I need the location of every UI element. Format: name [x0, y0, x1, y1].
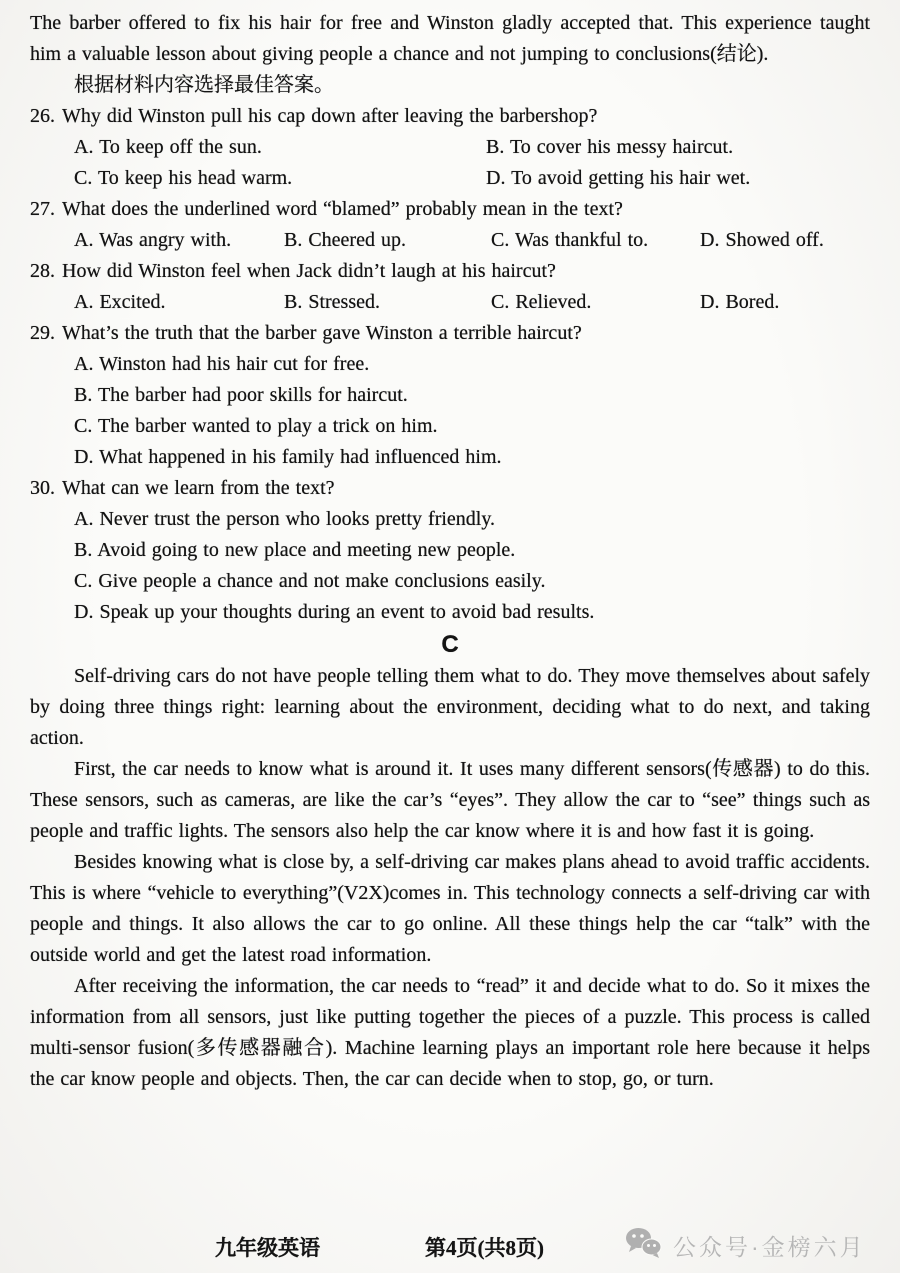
option-b: B. To cover his messy haircut.	[486, 136, 734, 158]
question-number: 26.	[30, 105, 55, 127]
option-a: A. Excited.	[74, 291, 166, 313]
question-30	[30, 473, 870, 628]
option-a: A. Winston had his hair cut for free.	[74, 353, 370, 375]
footer-subject: 九年级英语	[215, 1236, 320, 1260]
answer-instruction: 根据材料内容选择最佳答案。	[74, 74, 334, 96]
option-c: C. Relieved.	[491, 291, 592, 313]
wechat-icon	[625, 1227, 663, 1267]
watermark-text: 公众号·金榜六月	[673, 1233, 866, 1260]
option-c: C. To keep his head warm.	[74, 167, 293, 189]
option-d: D. Bored.	[700, 291, 780, 313]
page-footer	[0, 1233, 900, 1269]
option-a: A. Never trust the person who looks pretty friendly.	[74, 508, 496, 530]
passage-b-ending-paragraph: The barber offered to fix his hair for free and Winston gladly accepted that. This experience taught him a valuable lesson about giving people a chance and not jumping to conclusions(结论).	[30, 12, 870, 65]
question-number: 30.	[30, 477, 55, 499]
question-27	[30, 194, 870, 256]
question-number: 27.	[30, 198, 55, 220]
question-text: Why did Winston pull his cap down after leaving the barbershop?	[62, 105, 598, 127]
question-number: 28.	[30, 260, 55, 282]
question-text: How did Winston feel when Jack didn’t laugh at his haircut?	[62, 260, 556, 282]
option-b: B. The barber had poor skills for haircut.	[74, 384, 408, 406]
footer-center	[215, 1233, 544, 1264]
passage-c-paragraph-3: Besides knowing what is close by, a self-driving car makes plans ahead to avoid traffic accidents. This is where “vehicle to everything”(V2X)comes in. This technology connects a self-driving car with people and things. It also allows the car to go online. All these things help the car “talk” with the outside world and get the latest road information.	[30, 851, 870, 966]
option-c: C. Was thankful to.	[491, 229, 649, 251]
question-text: What’s the truth that the barber gave Winston a terrible haircut?	[62, 322, 582, 344]
passage-c-paragraph-2: First, the car needs to know what is around it. It uses many different sensors(传感器) to do this. These sensors, such as cameras, are like the car’s “eyes”. They allow the car to “see” things such as people and traffic lights. The sensors also help the car know where it is and how fast it is going.	[30, 758, 870, 842]
footer-page-number: 第4页(共8页)	[425, 1236, 544, 1260]
option-b: B. Stressed.	[284, 291, 380, 313]
option-d: D. Speak up your thoughts during an event to avoid bad results.	[74, 601, 595, 623]
option-c: C. The barber wanted to play a trick on him.	[74, 415, 438, 437]
question-text: What can we learn from the text?	[62, 477, 335, 499]
question-text: What does the underlined word “blamed” probably mean in the text?	[62, 198, 623, 220]
option-a: A. Was angry with.	[74, 229, 232, 251]
question-26	[30, 101, 870, 194]
passage-c-paragraph-4: After receiving the information, the car needs to “read” it and decide what to do. So it mixes the information from all sensors, just like putting together the pieces of a puzzle. This process is called multi-sensor fusion(多传感器融合). Machine learning plays an important role here because it helps the car know people and objects. Then, the car can decide when to stop, go, or turn.	[30, 975, 870, 1090]
question-28	[30, 256, 870, 318]
passage-c-section-header: C	[441, 631, 459, 658]
passage-c-paragraph-1: Self-driving cars do not have people telling them what to do. They move themselves about safely by doing three things right: learning about the environment, deciding what to do next, and taking action.	[30, 665, 870, 749]
question-29	[30, 318, 870, 473]
question-number: 29.	[30, 322, 55, 344]
option-c: C. Give people a chance and not make conclusions easily.	[74, 570, 546, 592]
option-d: D. Showed off.	[700, 229, 824, 251]
option-b: B. Cheered up.	[284, 229, 406, 251]
publisher-watermark	[625, 1227, 866, 1267]
option-b: B. Avoid going to new place and meeting new people.	[74, 539, 516, 561]
option-a: A. To keep off the sun.	[74, 136, 262, 158]
option-d: D. What happened in his family had influenced him.	[74, 446, 502, 468]
option-d: D. To avoid getting his hair wet.	[486, 167, 751, 189]
